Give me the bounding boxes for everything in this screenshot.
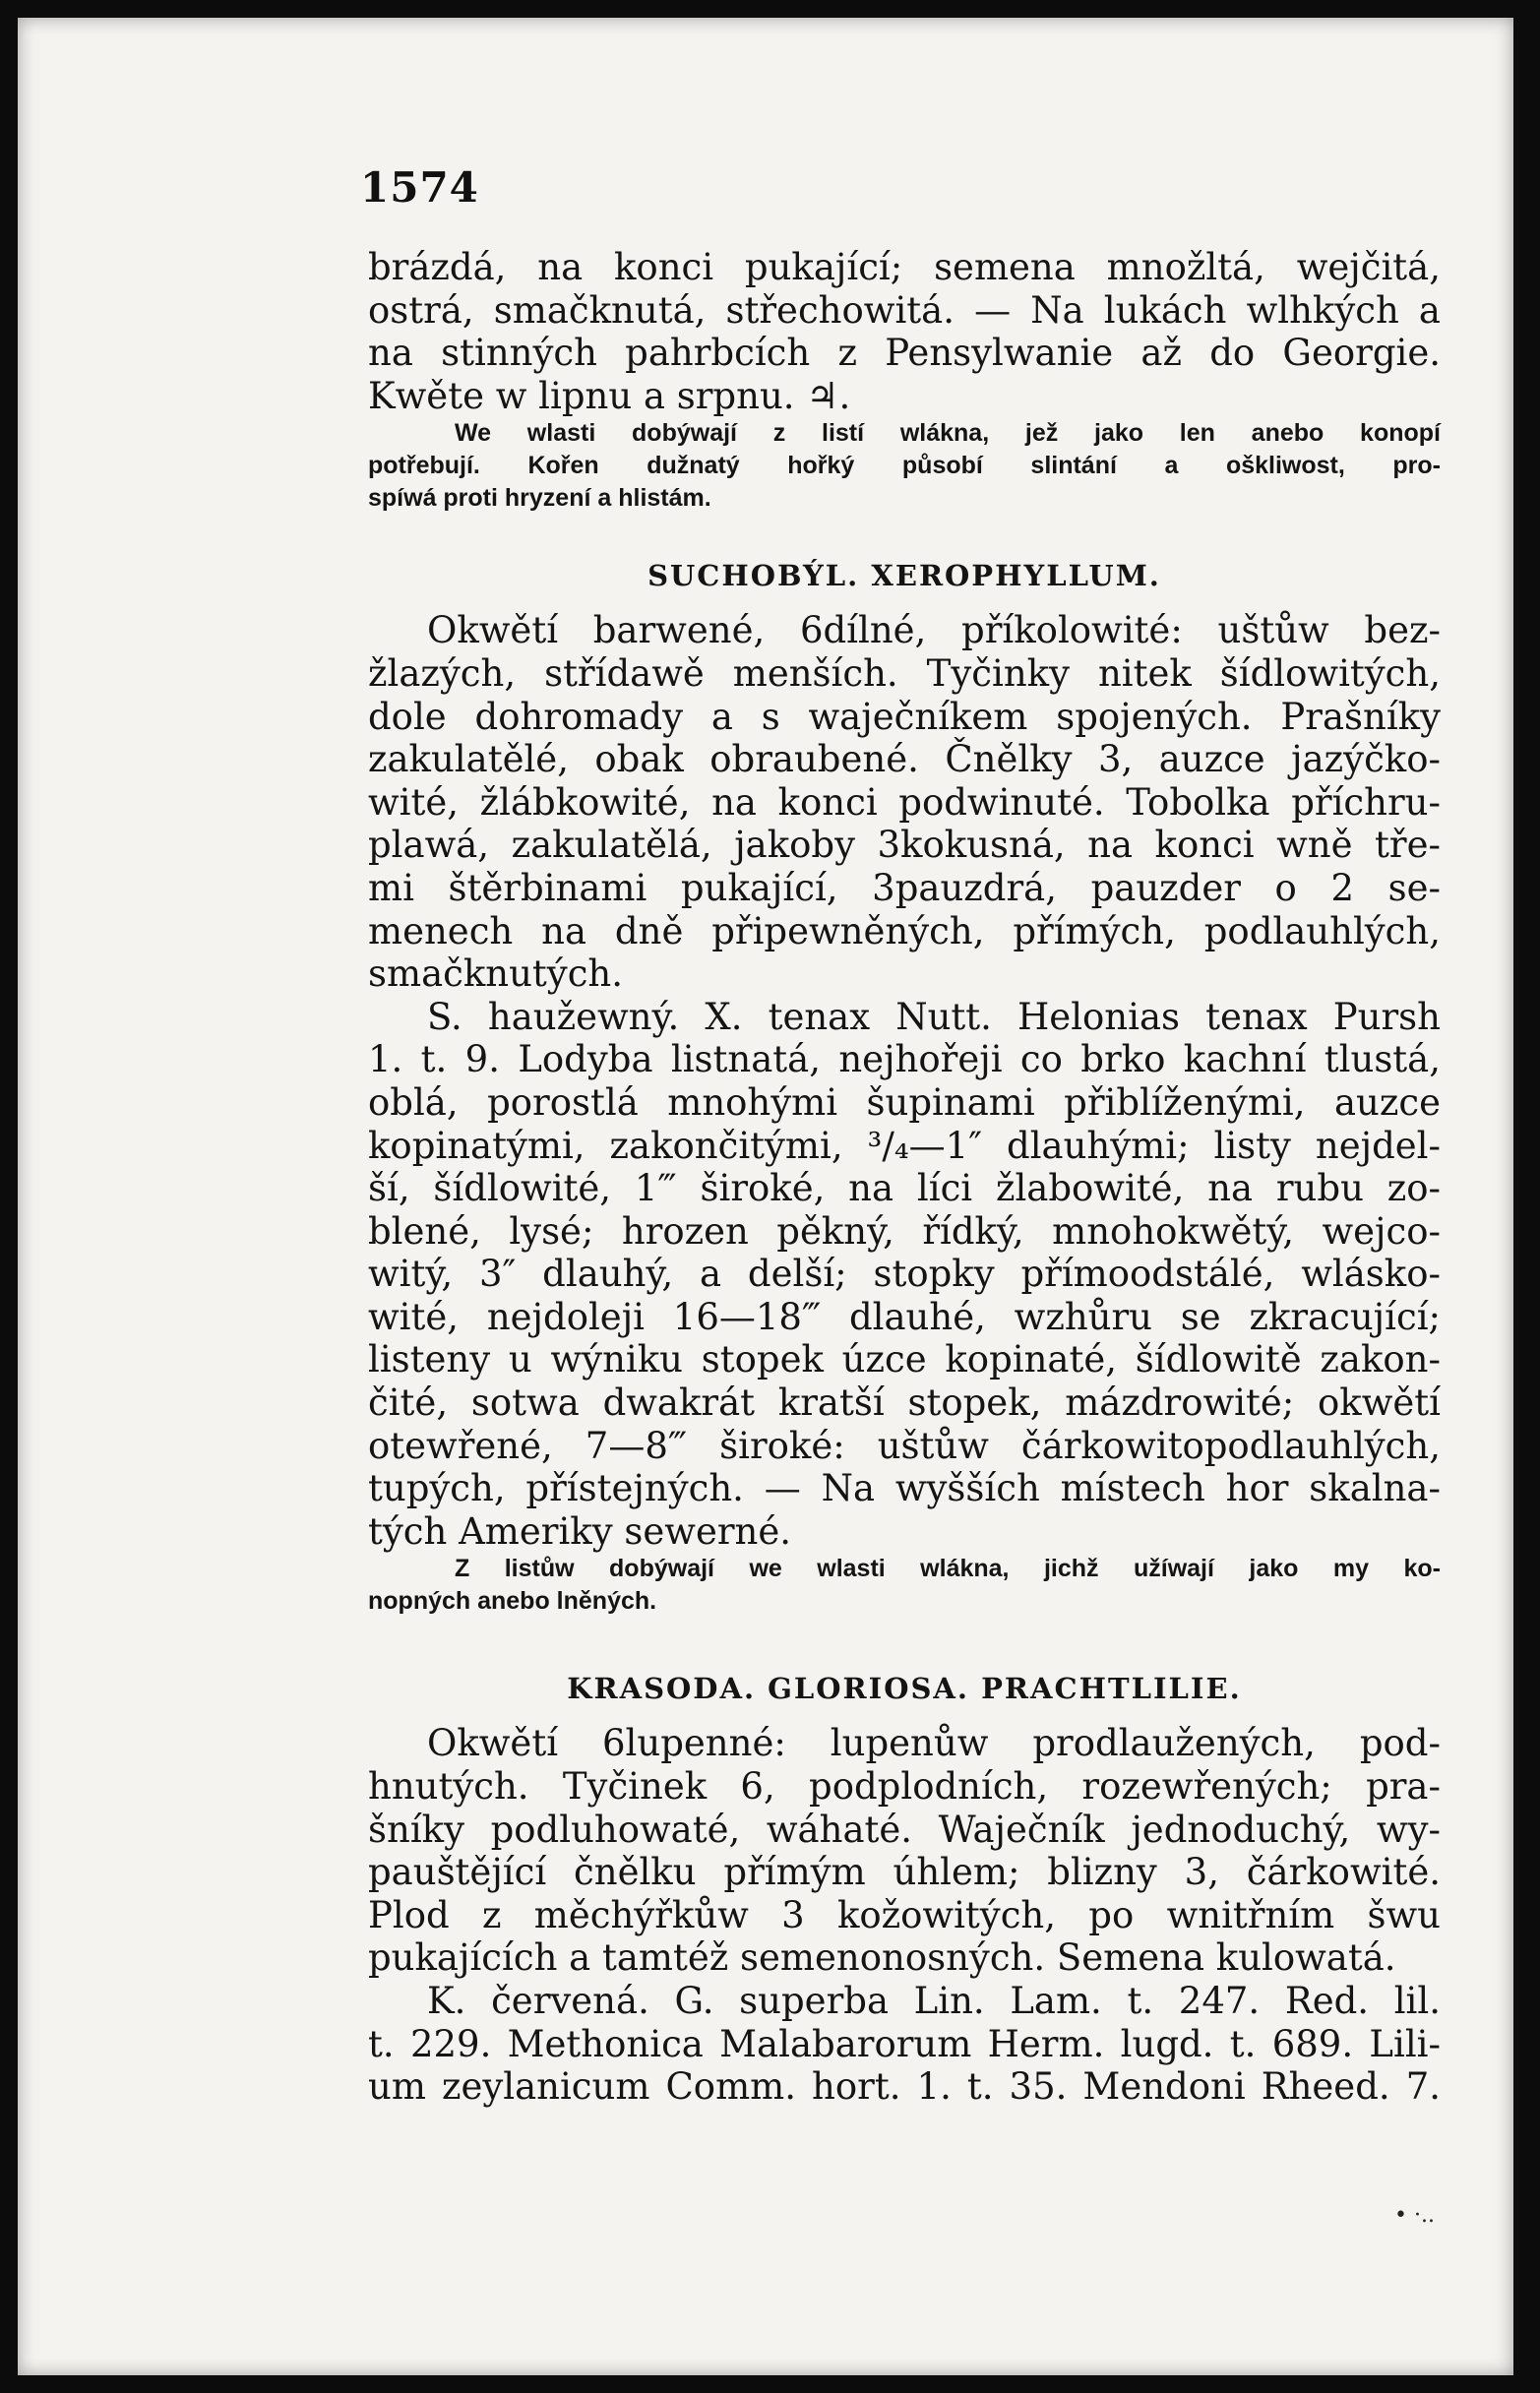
- text-line: witý, 3″ dlauhý, a delší; stopky přímoodstálé, wlásko-: [368, 1253, 1441, 1296]
- text-line: Okwětí barwené, 6dílné, příkolowité: uštůw bez-: [427, 609, 1441, 652]
- text-line: hnutých. Tyčinek 6, podplodních, rozewřených; pra-: [368, 1765, 1441, 1809]
- print-specks: • ·..: [1394, 2203, 1435, 2228]
- text-line: S. haužewný. X. tenax Nutt. Helonias tenax Pursh: [427, 995, 1441, 1038]
- text-line: Plod z měchýřkůw 3 kožowitých, po wnitřním šwu: [368, 1893, 1441, 1936]
- text-line: tupých, přístejných. — Na wyšších místech hor skalna-: [368, 1467, 1441, 1510]
- text-line: listeny u wýniku stopek úzce kopinaté, šídlowitě zakon-: [368, 1338, 1441, 1381]
- paragraph-genus-description: [368, 609, 1441, 995]
- text-line: oblá, porostlá mnohými šupinami přiblíženými, auzce: [368, 1080, 1441, 1124]
- text-block: [368, 246, 1441, 2109]
- note-line: We wlasti dobýwají z listí wlákna, jež jako len anebo konopí: [455, 419, 1441, 448]
- text-line: 1. t. 9. Lodyba listnatá, nejhořeji co brko kachní tlustá,: [368, 1038, 1441, 1081]
- text-line: zakulatělé, obak obraubené. Čnělky 3, auzce jazýčko-: [368, 738, 1441, 781]
- text-line: mi štěrbinami pukající, 3pauzdrá, pauzder o 2 se-: [368, 866, 1441, 909]
- text-line: smačknutých.: [368, 952, 624, 996]
- page-number: 1574: [360, 163, 479, 212]
- note-line: potřebují. Kořen dužnatý hořký působí slintání a oškliwost, pro-: [368, 452, 1441, 480]
- paragraph-gloriosa-description: [368, 1722, 1441, 1980]
- footnote-uses: [368, 417, 1441, 515]
- text-line: kopinatými, zakončitými, ³/₄—1″ dlauhými; listy nejdel-: [368, 1124, 1441, 1167]
- text-line: um zeylanicum Comm. hort. 1. t. 35. Mendoni Rheed. 7.: [368, 2065, 1441, 2109]
- text-line: šníky podluhowaté, wáhaté. Waječník jednoduchý, wy-: [368, 1808, 1441, 1851]
- note-line: nopných anebo lněných.: [368, 1587, 657, 1616]
- note-line: Z listůw dobýwají we wlasti wlákna, jichž užíwají jako my ko-: [455, 1555, 1441, 1583]
- text-line: čité, sotwa dwakrát kratší stopek, mázdrowité; okwětí: [368, 1381, 1441, 1425]
- text-line: pauštějící čnělku přímým úhlem; blizny 3, čárkowité.: [368, 1851, 1441, 1894]
- genus-heading-gloriosa: KRASODA. GLORIOSA. PRACHTLILIE.: [567, 1672, 1242, 1706]
- text-line: blené, lysé; hrozen pěkný, řídký, mnohokwětý, wejco-: [368, 1209, 1441, 1253]
- book-page: [18, 18, 1513, 2375]
- text-line: žlazých, střídawě menších. Tyčinky nitek šídlowitých,: [368, 651, 1441, 695]
- paragraph-description-end: [368, 246, 1441, 417]
- text-line: na stinných pahrbcích z Pensylwanie až do Georgie.: [368, 332, 1441, 375]
- text-line: otewřené, 7—8‴ široké: uštůw čárkowitopodlauhlých,: [368, 1424, 1441, 1467]
- genus-heading-xerophyllum: SUCHOBÝL. XEROPHYLLUM.: [647, 559, 1161, 593]
- text-line: Okwětí 6lupenné: lupenůw prodlaužených, pod-: [427, 1722, 1441, 1765]
- text-line: wité, žlábkowité, na konci podwinuté. Tobolka příchru-: [368, 780, 1441, 824]
- text-line: dole dohromady a s waječníkem spojených. Prašníky: [368, 695, 1441, 738]
- text-line: wité, nejdoleji 16—18‴ dlauhé, wzhůru se zkracující;: [368, 1295, 1441, 1338]
- paragraph-gloriosa-species: [368, 1980, 1441, 2109]
- text-line: plawá, zakulatělá, jakoby 3kokusná, na konci wně tře-: [368, 824, 1441, 867]
- text-line: menech na dně připewněných, přímých, podlauhlých,: [368, 909, 1441, 952]
- text-line: brázdá, na konci pukající; semena množltá, wejčitá,: [368, 246, 1441, 288]
- text-line: Kwěte w lipnu a srpnu. ♃.: [368, 374, 851, 417]
- text-line: pukajících a tamtéž semenonosných. Semena kulowatá.: [368, 1936, 1396, 1980]
- paragraph-species-description: [368, 996, 1441, 1554]
- text-line: t. 229. Methonica Malabarorum Herm. lugd. t. 689. Lili-: [368, 2022, 1441, 2065]
- text-line: ší, šídlowité, 1‴ široké, na líci žlabowité, na rubu zo-: [368, 1167, 1441, 1210]
- note-line: spíwá proti hryzení a hlistám.: [368, 484, 711, 513]
- text-line: ostrá, smačknutá, střechowitá. — Na lukách wlhkých a: [368, 288, 1441, 332]
- footnote-fibres: [368, 1553, 1441, 1618]
- text-line: tých Ameriky sewerné.: [368, 1509, 792, 1553]
- text-line: K. červená. G. superba Lin. Lam. t. 247. Red. lil.: [427, 1980, 1441, 2022]
